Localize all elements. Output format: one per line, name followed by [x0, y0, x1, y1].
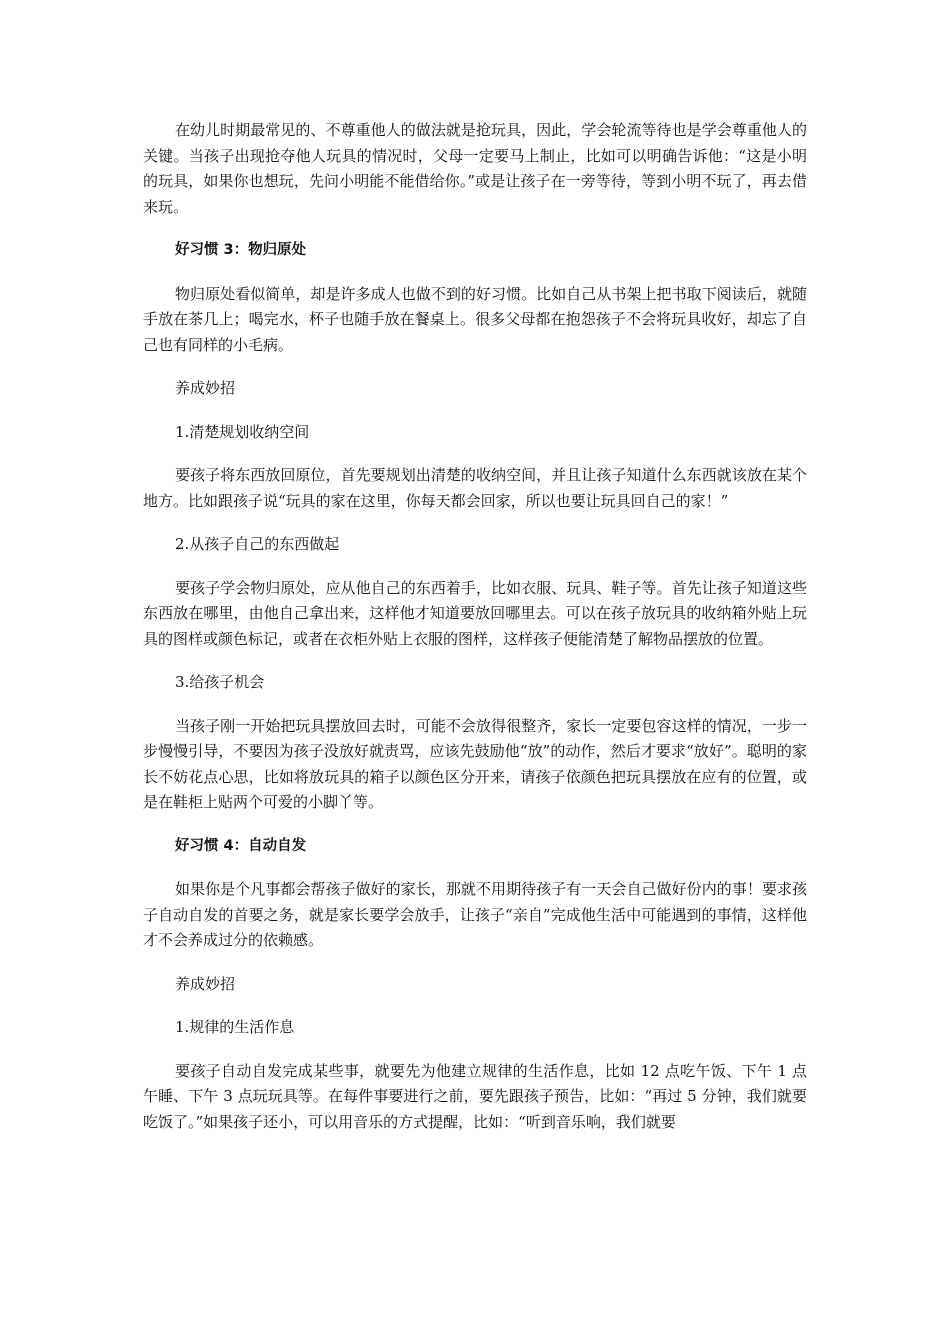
subheading-tip-4: 1.规律的生活作息 — [175, 1018, 295, 1036]
paragraph-tip-3: 当孩子刚一开始把玩具摆放回去时，可能不会放得很整齐，家长一定要包容这样的情况，一步一步慢慢引导，不要因为孩子没放好就责骂，应该先鼓励他“放”的动作，然后才要求“放好”。聪明的家长不妨花点心思，比如将放玩具的箱子以颜色区分开来，请孩子依颜色把玩具摆放在应有的位置，或是在鞋柜上贴两个可爱的小脚丫等。 — [143, 716, 807, 811]
paragraph-habit-4: 如果你是个凡事都会帮孩子做好的家长，那就不用期待孩子有一天会自己做好份内的事！要求孩子自动自发的首要之务，就是家长要学会放手，让孩子“亲自”完成他生活中可能遇到的事情，这样他才不会养成过分的依赖感。 — [143, 880, 807, 949]
heading-habit-4: 好习惯 4：自动自发 — [175, 837, 307, 854]
subheading-tip-3: 3.给孩子机会 — [175, 673, 265, 691]
paragraph-tip-1: 要孩子将东西放回原位，首先要规划出清楚的收纳空间，并且让孩子知道什么东西就该放在某个地方。比如跟孩子说“玩具的家在这里，你每天都会回家，所以也要让玩具回自己的家！” — [143, 466, 807, 510]
paragraph-tip-4: 要孩子自动自发完成某些事，就要先为他建立规律的生活作息，比如 12 点吃午饭、下午 1 点午睡、下午 3 点玩玩具等。在每件事要进行之前，要先跟孩子预告，比如：“再过 5 分钟，我们就要吃饭了。”如果孩子还小，可以用音乐的方式提醒，比如：“听到音乐响，我们就要 — [143, 1061, 807, 1131]
subheading-tips: 养成妙招 — [175, 379, 236, 397]
paragraph-intro: 在幼儿时期最常见的、不尊重他人的做法就是抢玩具，因此，学会轮流等待也是学会尊重他人的关键。当孩子出现抢夺他人玩具的情况时，父母一定要马上制止，比如可以明确告诉他：“这是小明的玩具，如果你也想玩，先问小明能不能借给你。”或是让孩子在一旁等待，等到小明不玩了，再去借来玩。 — [143, 121, 807, 216]
subheading-tips-2: 养成妙招 — [175, 974, 236, 993]
paragraph-tip-2: 要孩子学会物归原处，应从他自己的东西着手，比如衣服、玩具、鞋子等。首先让孩子知道这些东西放在哪里，由他自己拿出来，这样他才知道要放回哪里去。可以在孩子放玩具的收纳箱外贴上玩具的图样或颜色标记，或者在衣柜外贴上衣服的图样，这样孩子便能清楚了解物品摆放的位置。 — [143, 578, 807, 648]
document-body — [143, 118, 807, 1153]
subheading-tip-1: 1.清楚规划收纳空间 — [175, 422, 310, 441]
heading-habit-3: 好习惯 3：物归原处 — [175, 242, 307, 258]
subheading-tip-2: 2.从孩子自己的东西做起 — [175, 535, 340, 553]
paragraph-habit-3: 物归原处看似简单，却是许多成人也做不到的好习惯。比如自己从书架上把书取下阅读后，就随手放在茶几上；喝完水，杯子也随手放在餐桌上。很多父母都在抱怨孩子不会将玩具收好，却忘了自己也有同样的小毛病。 — [143, 284, 807, 354]
